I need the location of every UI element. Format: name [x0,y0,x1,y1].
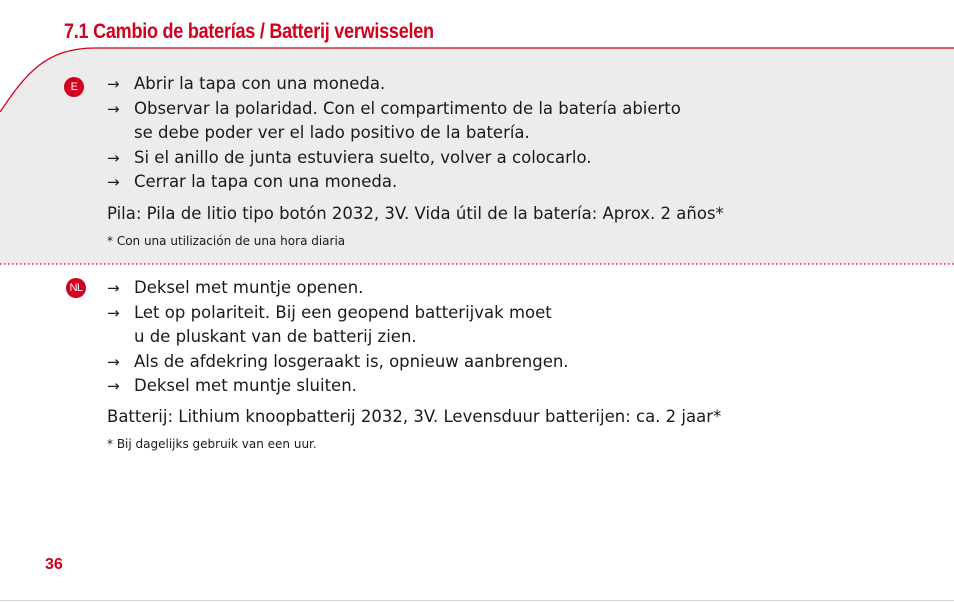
step-text: Deksel met muntje sluiten. [134,376,357,395]
arrow-right-icon: → [107,377,120,395]
step-item [107,72,681,97]
language-badge-es: E [64,77,84,97]
step-text: Abrir la tapa con una moneda. [134,74,386,93]
step-text: Si el anillo de junta estuviera suelto, volver a colocarlo. [134,147,592,167]
step-text: Let op polariteit. Bij een geopend batterijvak moet u de pluskant van de batterij zien. [134,302,552,346]
step-text: Observar la polaridad. Con el compartimento de la batería abierto se debe poder ver el lado positivo de la batería. [134,98,681,142]
battery-info-es: Pila: Pila de litio tipo botón 2032, 3V. Vida útil de la batería: Aprox. 2 años* [107,204,724,223]
arrow-right-icon: → [107,173,120,191]
step-item [107,170,681,195]
arrow-right-icon: → [107,352,120,371]
step-item [107,301,569,350]
arrow-right-icon: → [107,148,120,167]
step-item [107,374,569,399]
section-title: 7.1 Cambio de baterías / Batterij verwisselen [64,20,434,43]
bottom-divider [0,600,954,601]
step-text: Cerrar la tapa con una moneda. [134,172,398,191]
step-item [107,276,569,301]
footnote-nl: * Bij dagelijks gebruik van een uur. [107,437,317,451]
step-item [107,350,569,375]
battery-info-nl: Batterij: Lithium knoopbatterij 2032, 3V. Levensduur batterijen: ca. 2 jaar* [107,407,722,426]
arrow-right-icon: → [107,75,120,93]
step-item [107,97,681,146]
step-text: Als de afdekring losgeraakt is, opnieuw aanbrengen. [134,351,569,371]
footnote-es: * Con una utilización de una hora diaria [107,234,346,248]
page-number: 36 [45,556,63,573]
step-text: Deksel met muntje openen. [134,278,364,297]
arrow-right-icon: → [107,279,120,297]
language-badge-nl: NL [66,278,86,298]
steps-list-nl [107,276,569,399]
arrow-right-icon: → [107,303,120,322]
steps-list-es [107,72,681,195]
arrow-right-icon: → [107,99,120,118]
step-item [107,146,681,171]
